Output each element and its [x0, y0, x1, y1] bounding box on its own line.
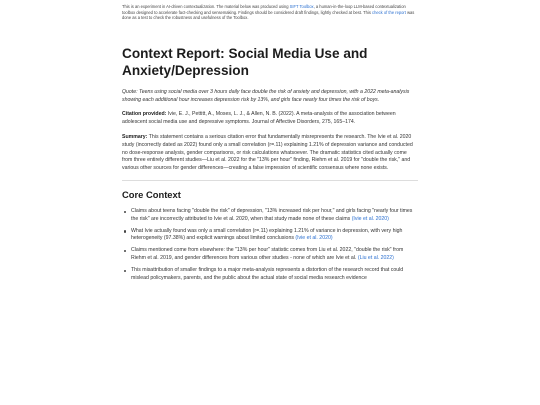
list-item: [131, 228, 418, 244]
summary-label: Summary:: [122, 133, 148, 140]
source-link[interactable]: (Liu et al. 2022): [357, 254, 394, 261]
report-content: [122, 4, 418, 286]
summary-block: [122, 134, 418, 173]
claim-text: Claims mentioned come from elsewhere: the "13% per hour" statistic comes from Liu et al. 2022, "double the risk" from Riehm et al. 2019, and gender differences from various other studies - none of which are Ivie et al.: [131, 247, 404, 261]
quote-block: [122, 89, 418, 105]
core-context-list: [122, 208, 418, 282]
claim-text: What Ivie actually found was only a small correlation (r=.11) explaining 1.21% of variance in depression, with very high heterogeneity (97.38%) and explicit warnings about limited conclusions: [131, 227, 403, 242]
intro-text-2: , a human-in-the-loop LLM-based contextualization toolbox designed to accelerate fact-checking and sensemaking. Findings should be considered draft findings, lightly checked at best. This: [122, 4, 406, 15]
list-item: [131, 247, 418, 263]
sift-toolbox-link[interactable]: SIFT Toolbox: [289, 4, 314, 9]
citation-text: Ivie, E. J., Pettitt, A., Moses, L. J., & Allen, N. B. (2022). A meta-analysis of the association between adolescent social media use and depressive symptoms. Journal of Affective Disorders, 275, 165–174.: [122, 111, 396, 126]
core-context-heading: Core Context: [122, 188, 181, 200]
claim-text: Claims about teens facing "double the risk" of depression, "13% increased risk per hour," and girls facing "nearly four times the risk" are incorrectly attributed to Ivie et al. 2020, when that study made none of these claims: [131, 207, 413, 222]
source-link[interactable]: (Ivie et al. 2020): [351, 215, 389, 222]
page-title: Context Report: Social Media Use and Anxiety/Depression: [122, 45, 368, 78]
quote-label: Quote:: [122, 88, 138, 95]
list-item: [131, 267, 418, 283]
list-item: [131, 208, 418, 224]
citation-label: Citation provided:: [122, 111, 167, 118]
intro-disclaimer: [122, 4, 418, 21]
intro-text-1: This is an experiment in AI-driven contextualization. The material below was produced using: [122, 4, 290, 9]
summary-text: This statement contains a serious citation error that fundamentally misrepresents the research. The Ivie et al. 2020 study (incorrectly dated as 2022) found only a small correlation (r=.11) explaining 1.21% of depression variance and conducted no dose-response analysis, gender comparisons, or risk calculations whatsoever. The dramatic statistics cited actually come from three entirely different studies—Liu et al. 2022 for the "13% per hour" finding, Riehm et al. 2019 for "double the risk," and various other sources for gender differences—creating a false impression of scientific consensus where none exists.: [122, 133, 413, 172]
quote-text: Teens using social media over 3 hours daily face double the risk of anxiety and depression, with a 2022 meta-analysis showing each additional hour increases depression risk by 13%, and girls face nearly four times the risk of boys.: [122, 88, 410, 103]
check-report-link[interactable]: check of the report: [372, 9, 406, 15]
source-link[interactable]: (Ivie et al. 2020): [295, 235, 333, 242]
intro-text-3: was done as a test to check the robustness and usefulness of the Toolbox.: [122, 9, 415, 21]
section-divider: [122, 180, 418, 181]
citation-block: [122, 111, 418, 127]
claim-text: This misattribution of smaller findings to a major meta-analysis represents a distortion of the research record that could mislead policymakers, parents, and the public about the actual state of social media research evidence: [131, 266, 404, 281]
